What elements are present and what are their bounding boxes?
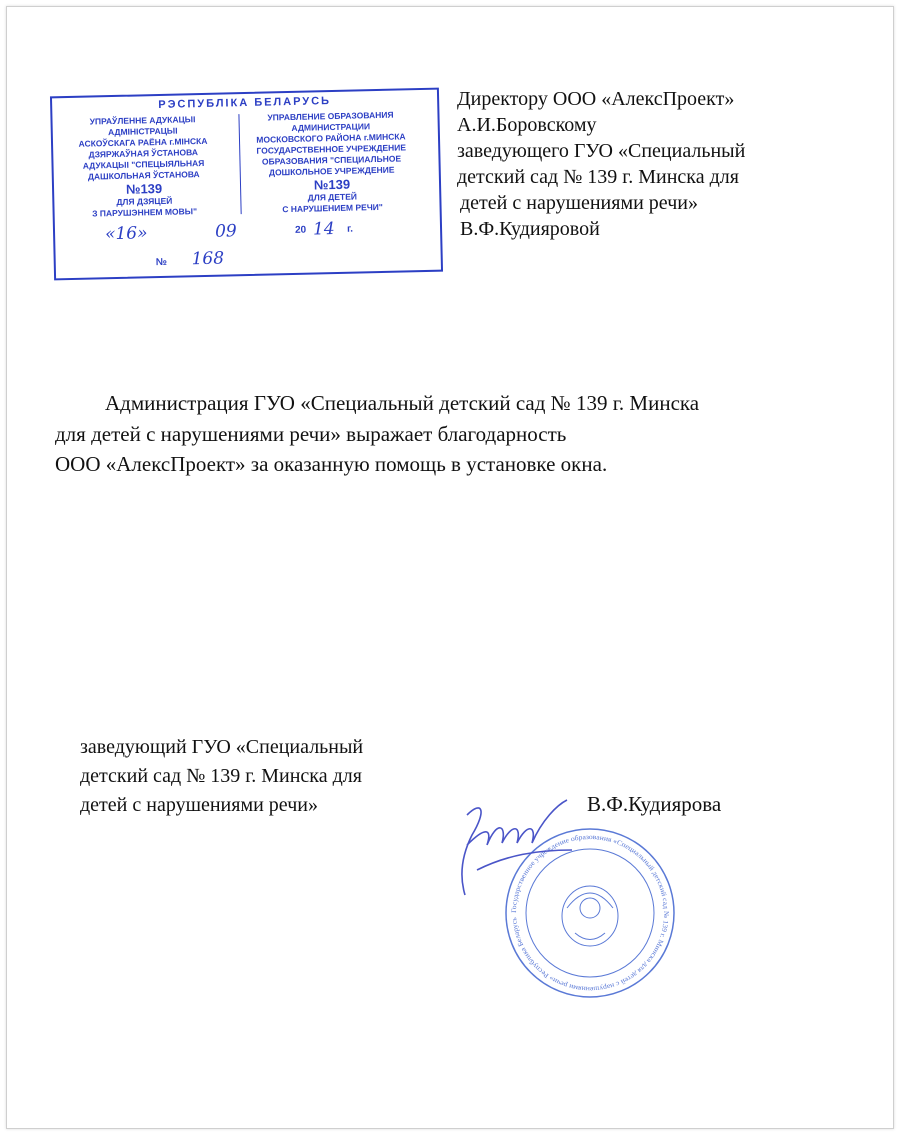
stamp-line: ДЛЯ ДЕТЕЙ	[307, 191, 358, 203]
stamp-line: ОБРАЗОВАНИЯ "СПЕЦИАЛЬНОЕ	[261, 153, 402, 167]
signature-line: детей с нарушениями речи»	[80, 794, 318, 816]
stamp-header: РЭСПУБЛІКА БЕЛАРУСЬ	[158, 95, 332, 111]
stamp-line: ДЗЯРЖАЎНАЯ ЎСТАНОВА	[88, 147, 199, 160]
signature-line: детский сад № 139 г. Минска для	[80, 765, 362, 787]
seal-text: Государственное учреждение образования «Специальный детский сад № 139 г. Минска для детей с нарушениями речи» Республика Беларусь	[509, 832, 671, 994]
stamp-number: №139	[125, 180, 163, 197]
body-line: для детей с нарушениями речи» выражает благодарность	[55, 421, 567, 446]
signature-line: заведующий ГУО «Специальный	[80, 736, 364, 758]
body-line: ООО «АлексПроект» за оказанную помощь в установке окна.	[55, 452, 608, 476]
stamp-line: С НАРУШЕНИЕМ РЕЧИ"	[282, 201, 383, 215]
registration-stamp	[50, 88, 443, 281]
addressee-line: заведующего ГУО «Специальный	[457, 140, 746, 162]
stamp-line: МОСКОВСКОГО РАЙОНА г.МИНСКА	[256, 131, 406, 145]
stamp-year: 14	[312, 219, 335, 240]
stamp-line: З ПАРУШЭННЕМ МОВЫ"	[92, 206, 198, 219]
addressee-line: детей с нарушениями речи»	[460, 192, 698, 214]
signature-block	[80, 733, 363, 820]
stamp-reg-number	[155, 249, 224, 274]
stamp-line: АДМИНИСТРАЦИИ	[291, 121, 371, 133]
stamp-line: УПРАВЛЕНИЕ ОБРАЗОВАНИЯ	[267, 109, 394, 123]
stamp-line: ГОСУДАРСТВЕННОЕ УЧРЕЖДЕНИЕ	[256, 142, 407, 156]
stamp-right-column	[244, 109, 418, 216]
addressee-block	[457, 86, 745, 242]
stamp-line: УПРАЎЛЕННЕ АДУКАЦЫІ	[89, 114, 196, 127]
stamp-day: 16	[115, 223, 138, 244]
signatory-name: В.Ф.Кудиярова	[587, 792, 722, 816]
stamp-line: ДОШКОЛЬНОЕ УЧРЕЖДЕНИЕ	[268, 164, 395, 178]
stamp-line: АДМІНІСТРАЦЫІ	[107, 125, 178, 138]
addressee-line: детский сад № 139 г. Минска для	[457, 166, 739, 188]
stamp-left-column	[56, 113, 230, 220]
addressee-line: В.Ф.Кудияровой	[460, 218, 600, 240]
stamp-number-value: 168	[191, 248, 225, 270]
body-line: Администрация ГУО «Специальный детский сад № 139 г. Минска	[105, 391, 700, 415]
addressee-line: Директору ООО «АлексПроект»	[457, 88, 735, 110]
stamp-line: АСКОЎСКАГА РАЁНА г.МІНСКА	[78, 135, 208, 149]
letter-body	[55, 388, 699, 480]
stamp-divider	[238, 114, 241, 214]
stamp-line: АДУКАЦЫІ "СПЕЦЫЯЛЬНАЯ	[82, 157, 205, 171]
stamp-date: «16» 09 20 14 г.	[104, 219, 354, 245]
stamp-number: №139	[313, 176, 351, 193]
stamp-year-prefix: 20	[294, 224, 307, 236]
stamp-number-label: №	[155, 256, 168, 269]
stamp-line: ДЛЯ ДЗЯЦЕЙ	[116, 195, 173, 207]
stamp-year-label: г.	[346, 223, 354, 235]
addressee-line: А.И.Боровскому	[457, 114, 597, 136]
handwritten-signature	[447, 795, 577, 905]
stamp-month: 09	[214, 221, 237, 242]
stamp-line: ДАШКОЛЬНАЯ ЎСТАНОВА	[87, 169, 200, 182]
